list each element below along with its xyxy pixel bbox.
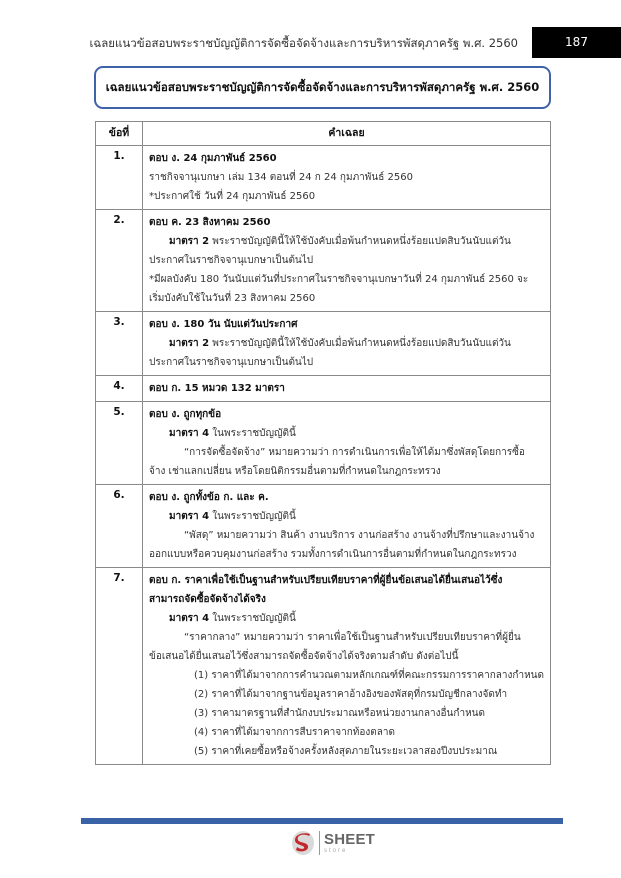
answer-choice: ตอบ ก. ราคาเพื่อใช้เป็นฐานสำหรับเปรียบเทียบราคาที่ผู้ยื่นข้อเสนอได้ยื่นเสนอไว้ซึ่ง bbox=[148, 575, 503, 586]
answer-detail bbox=[149, 609, 544, 628]
list-item: (5) ราคาที่เคยซื้อหรือจ้างครั้งหลังสุดภายในระยะเวลาสองปีงบประมาณ bbox=[193, 746, 498, 757]
answer-detail bbox=[149, 334, 544, 353]
list-item: (3) ราคามาตรฐานที่สำนักงบประมาณหรือหน่วยงานกลางอื่นกำหนด bbox=[193, 708, 485, 719]
answer-note: *ประกาศใช้ วันที่ 24 กุมภาพันธ์ 2560 bbox=[148, 191, 316, 202]
row-number: 5. bbox=[96, 402, 143, 485]
page-number: 187 bbox=[532, 27, 621, 58]
answer-note: เริ่มบังคับใช้ในวันที่ 23 สิงหาคม 2560 bbox=[148, 293, 316, 304]
definition-text: “ราคากลาง” หมายความว่า ราคาเพื่อใช้เป็นฐานสำหรับเปรียบเทียบราคาที่ผู้ยื่น bbox=[183, 632, 521, 643]
row-answer bbox=[142, 312, 550, 376]
definition-text: ออกแบบหรือควบคุมงานก่อสร้าง รวมทั้งการดำเนินการอื่นตามที่กำหนดในกฎกระทรวง bbox=[148, 549, 517, 560]
running-header-title: เฉลยแนวข้อสอบพระราชบัญญัติการจัดซื้อจัดจ้างและการบริหารพัสดุภาครัฐ พ.ศ. 2560 bbox=[89, 36, 518, 50]
section-text: ในพระราชบัญญัตินี้ bbox=[209, 613, 296, 624]
answer-detail bbox=[149, 507, 544, 526]
list-item: (4) ราคาที่ได้มาจากการสืบราคาจากท้องตลาด bbox=[193, 727, 395, 738]
document-title-box: เฉลยแนวข้อสอบพระราชบัญญัติการจัดซื้อจัดจ้างและการบริหารพัสดุภาครัฐ พ.ศ. 2560 bbox=[94, 66, 551, 109]
section-text: ในพระราชบัญญัตินี้ bbox=[209, 428, 296, 439]
list-item: (2) ราคาที่ได้มาจากฐานข้อมูลราคาอ้างอิงของพัสดุที่กรมบัญชีกลางจัดทำ bbox=[193, 689, 508, 700]
table-row bbox=[96, 402, 551, 485]
section-text: พระราชบัญญัตินี้ให้ใช้บังคับเมื่อพ้นกำหนดหนึ่งร้อยแปดสิบวันนับแต่วัน bbox=[209, 236, 511, 247]
row-number: 6. bbox=[96, 485, 143, 568]
section-text: พระราชบัญญัตินี้ให้ใช้บังคับเมื่อพ้นกำหนดหนึ่งร้อยแปดสิบวันนับแต่วัน bbox=[209, 338, 511, 349]
footer-divider-bar bbox=[81, 818, 563, 824]
answer-detail: ประกาศในราชกิจจานุเบกษาเป็นต้นไป bbox=[148, 357, 314, 368]
table-header-row bbox=[96, 122, 551, 146]
section-label: มาตรา 4 bbox=[168, 613, 210, 624]
answer-note: *มีผลบังคับ 180 วันนับแต่วันที่ประกาศในราชกิจจานุเบกษาวันที่ 24 กุมภาพันธ์ 2560 จะ bbox=[148, 274, 529, 285]
answer-detail bbox=[149, 424, 544, 443]
row-answer bbox=[142, 402, 550, 485]
logo-sub-text: store bbox=[324, 848, 348, 854]
sheet-store-s-icon bbox=[290, 830, 316, 856]
logo-text bbox=[324, 832, 375, 854]
logo-divider bbox=[319, 831, 320, 855]
answer-detail bbox=[149, 232, 544, 251]
row-number: 2. bbox=[96, 210, 143, 312]
answer-choice-cont: สามารถจัดซื้อจัดจ้างได้จริง bbox=[148, 594, 266, 605]
table-row bbox=[96, 146, 551, 210]
answer-choice: ตอบ ง. 180 วัน นับแต่วันประกาศ bbox=[148, 319, 298, 330]
row-number: 4. bbox=[96, 376, 143, 402]
row-number: 7. bbox=[96, 568, 143, 765]
list-item: (1) ราคาที่ได้มาจากการคำนวณตามหลักเกณฑ์ที่คณะกรรมการราคากลางกำหนด bbox=[193, 670, 544, 681]
answer-choice: ตอบ ค. 23 สิงหาคม 2560 bbox=[148, 217, 271, 228]
answer-choice: ตอบ ก. 15 หมวด 132 มาตรา bbox=[148, 383, 285, 394]
answer-detail: ราชกิจจานุเบกษา เล่ม 134 ตอนที่ 24 ก 24 กุมภาพันธ์ 2560 bbox=[148, 172, 413, 183]
row-answer bbox=[142, 376, 550, 402]
definition-text: จ้าง เช่าแลกเปลี่ยน หรือโดยนิติกรรมอื่นตามที่กำหนดในกฎกระทรวง bbox=[148, 466, 441, 477]
definition-text: “พัสดุ” หมายความว่า สินค้า งานบริการ งานก่อสร้าง งานจ้างที่ปรึกษาและงานจ้าง bbox=[183, 530, 535, 541]
row-answer bbox=[142, 146, 550, 210]
answer-detail: ประกาศในราชกิจจานุเบกษาเป็นต้นไป bbox=[148, 255, 314, 266]
section-text: ในพระราชบัญญัตินี้ bbox=[209, 511, 296, 522]
row-answer bbox=[142, 210, 550, 312]
answer-choice: ตอบ ง. ถูกทุกข้อ bbox=[148, 409, 222, 420]
answer-table bbox=[95, 121, 551, 765]
table-row bbox=[96, 568, 551, 765]
column-header-number: ข้อที่ bbox=[96, 122, 143, 146]
row-number: 3. bbox=[96, 312, 143, 376]
section-label: มาตรา 4 bbox=[168, 428, 210, 439]
definition-text: ข้อเสนอได้ยื่นเสนอไว้ซึ่งสามารถจัดซื้อจัดจ้างได้จริงตามลำดับ ดังต่อไปนี้ bbox=[148, 651, 459, 662]
column-header-answer: คำเฉลย bbox=[142, 122, 550, 146]
table-row bbox=[96, 210, 551, 312]
row-answer bbox=[142, 485, 550, 568]
logo-main-text: SHEET bbox=[324, 831, 376, 848]
row-answer bbox=[142, 568, 550, 765]
definition-text: “การจัดซื้อจัดจ้าง” หมายความว่า การดำเนินการเพื่อให้ได้มาซึ่งพัสดุโดยการซื้อ bbox=[183, 447, 525, 458]
section-label: มาตรา 4 bbox=[168, 511, 210, 522]
sheet-store-logo bbox=[290, 828, 375, 858]
table-row bbox=[96, 376, 551, 402]
section-label: มาตรา 2 bbox=[168, 236, 210, 247]
answer-choice: ตอบ ง. 24 กุมภาพันธ์ 2560 bbox=[148, 153, 277, 164]
section-label: มาตรา 2 bbox=[168, 338, 210, 349]
row-number: 1. bbox=[96, 146, 143, 210]
answer-choice: ตอบ ง. ถูกทั้งข้อ ก. และ ค. bbox=[148, 492, 269, 503]
table-row bbox=[96, 312, 551, 376]
table-row bbox=[96, 485, 551, 568]
